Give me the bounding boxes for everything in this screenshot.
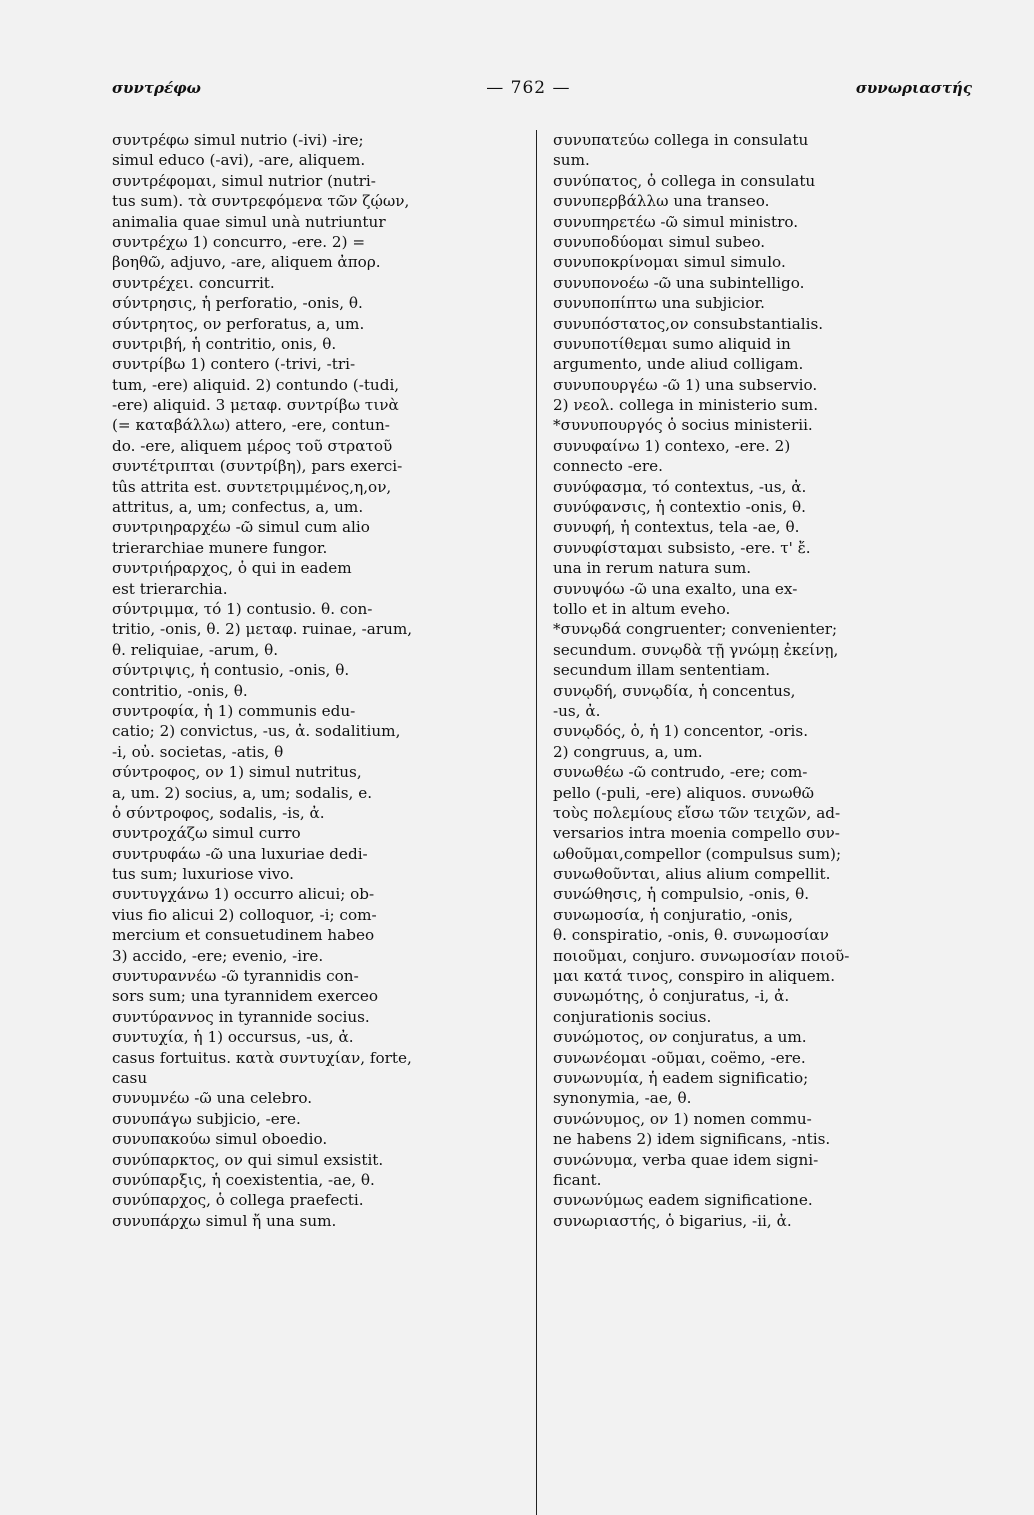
dictionary-line: τοὺς πολεμίους εἴσω τῶν τειχῶν, ad- bbox=[553, 803, 841, 822]
dictionary-line: συνῳδός, ὁ, ἡ 1) concentor, -oris. bbox=[553, 722, 809, 741]
dictionary-line: sors sum; una tyrannidem exerceo bbox=[112, 987, 378, 1006]
dictionary-line: συνυπάγω subjicio, -ere. bbox=[112, 1109, 301, 1128]
dictionary-line: συντυγχάνω 1) occurro alicui; ob- bbox=[112, 885, 375, 904]
dictionary-line: συνύφανσις, ἡ contextio -onis, θ. bbox=[553, 498, 806, 517]
dictionary-line: συνύπαρξις, ἡ coexistentia, -ae, θ. bbox=[112, 1170, 375, 1189]
dictionary-line: συνωνέομαι -οῦμαι, coëmo, -ere. bbox=[553, 1048, 806, 1067]
page-number: — 762 — bbox=[486, 78, 571, 98]
dictionary-line: attritus, a, um; confectus, a, um. bbox=[112, 498, 364, 517]
page-header bbox=[112, 78, 972, 116]
dictionary-line: tus sum). τὰ συντρεφόμενα τῶν ζῴων, bbox=[112, 192, 410, 211]
dictionary-line: θ. conspiratio, -onis, θ. συνωμοσίαν bbox=[553, 926, 829, 945]
dictionary-line: a, um. 2) socius, a, um; sodalis, e. bbox=[112, 783, 373, 802]
dictionary-line: συντυραννέω -ῶ tyrannidis con- bbox=[112, 967, 359, 986]
dictionary-line: synonymia, -ae, θ. bbox=[553, 1089, 692, 1108]
dictionary-line: συντρέχει. concurrit. bbox=[112, 273, 275, 292]
dictionary-line: secundum. συνῳδὰ τῇ γνώμῃ ἐκείνῃ, bbox=[553, 640, 839, 659]
dictionary-line: *συνυπουργός ὁ socius ministerii. bbox=[553, 416, 813, 435]
dictionary-line: συνυπατεύω collega in consulatu bbox=[553, 131, 809, 149]
dictionary-line: συνωμότης, ὁ conjuratus, -i, ἀ. bbox=[553, 987, 790, 1006]
dictionary-line: συνυπερβάλλω una transeo. bbox=[553, 192, 770, 211]
dictionary-line: *συνῳδά congruenter; convenienter; bbox=[553, 620, 838, 639]
dictionary-line: (= καταβάλλω) attero, -ere, contun- bbox=[112, 416, 390, 435]
dictionary-line: βοηθῶ, adjuvo, -are, aliquem ἀπορ. bbox=[112, 253, 381, 272]
dictionary-line: συντρέφομαι, simul nutrior (nutri- bbox=[112, 171, 376, 190]
dictionary-line: συνωνυμία, ἡ eadem significatio; bbox=[553, 1068, 809, 1087]
dictionary-line: ποιοῦμαι, conjuro. συνωμοσίαν ποιοῦ- bbox=[553, 946, 850, 965]
dictionary-line: συντριβή, ἡ contritio, onis, θ. bbox=[112, 334, 337, 353]
header-right-word: συνωριαστής bbox=[855, 79, 972, 97]
dictionary-line: ωθοῦμαι,compellor (compulsus sum); bbox=[553, 844, 842, 863]
dictionary-line: animalia quae simul unà nutriuntur bbox=[112, 212, 386, 231]
right-column bbox=[541, 130, 961, 1515]
dictionary-line: est trierarchia. bbox=[112, 579, 228, 598]
dictionary-line: σύντροφος, ον 1) simul nutritus, bbox=[112, 763, 362, 782]
dictionary-line: tûs attrita est. συντετριμμένος,η,ον, bbox=[112, 477, 392, 496]
dictionary-line: συνυφίσταμαι subsisto, -ere. τ' ἔ. bbox=[553, 538, 811, 557]
dictionary-line: tum, -ere) aliquid. 2) contundo (-tudi, bbox=[112, 375, 400, 394]
dictionary-line: pello (-puli, -ere) aliquos. συνωθῶ bbox=[553, 783, 815, 802]
dictionary-line: συνύπαρχος, ὁ collega praefecti. bbox=[112, 1191, 364, 1210]
dictionary-line: versarios intra moenia compello συν- bbox=[553, 824, 840, 843]
dictionary-line: contritio, -onis, θ. bbox=[112, 681, 248, 700]
dictionary-line: συνωθέω -ῶ contrudo, -ere; com- bbox=[553, 763, 808, 782]
dictionary-line: συνυπηρετέω -ῶ simul ministro. bbox=[553, 212, 799, 231]
dictionary-line: mercium et consuetudinem habeo bbox=[112, 926, 375, 945]
dictionary-line: σύντρητος, ον perforatus, a, um. bbox=[112, 314, 365, 333]
column-divider bbox=[536, 130, 537, 1515]
dictionary-line: -us, ἀ. bbox=[553, 701, 601, 720]
dictionary-line: συνῳδή, συνῳδία, ἡ concentus, bbox=[553, 681, 796, 700]
dictionary-line: συνυποδύομαι simul subeo. bbox=[553, 232, 766, 251]
dictionary-line: συνυπουργέω -ῶ 1) una subservio. bbox=[553, 375, 818, 394]
dictionary-line: συνυποπίπτω una subjicior. bbox=[553, 294, 765, 313]
dictionary-line: συνωριαστής, ὁ bigarius, -ii, ἀ. bbox=[553, 1211, 792, 1230]
dictionary-line: συνώμοτος, ον conjuratus, a um. bbox=[553, 1028, 807, 1047]
dictionary-line: 3) accido, -ere; evenio, -ire. bbox=[112, 946, 324, 965]
dictionary-line: secundum illam sententiam. bbox=[553, 661, 771, 680]
dictionary-line: συντύραννος in tyrannide socius. bbox=[112, 1007, 370, 1026]
dictionary-line: συνώνυμα, verba quae idem signi- bbox=[553, 1150, 819, 1169]
columns bbox=[112, 130, 982, 1515]
dictionary-line: ficant. bbox=[553, 1170, 602, 1189]
dictionary-line: συνωνύμως eadem significatione. bbox=[553, 1191, 813, 1210]
dictionary-line: casu bbox=[112, 1068, 148, 1087]
dictionary-line: ne habens 2) idem significans, -ntis. bbox=[553, 1130, 831, 1149]
dictionary-line: 2) congruus, a, um. bbox=[553, 742, 703, 761]
dictionary-line: συνωθοῦνται, alius alium compellit. bbox=[553, 865, 831, 884]
dictionary-line: συνυπακούω simul oboedio. bbox=[112, 1130, 328, 1149]
dictionary-line: θ. reliquiae, -arum, θ. bbox=[112, 640, 279, 659]
dictionary-line: συντέτριπται (συντρίβη), pars exerci- bbox=[112, 457, 403, 476]
dictionary-line: συνυφαίνω 1) contexo, -ere. 2) bbox=[553, 436, 791, 455]
dictionary-line: συνώθησις, ἡ compulsio, -onis, θ. bbox=[553, 885, 810, 904]
dictionary-line: συντροχάζω simul curro bbox=[112, 824, 301, 843]
dictionary-line: do. -ere, aliquem μέρος τοῦ στρατοῦ bbox=[112, 436, 393, 455]
dictionary-line: 2) νεολ. collega in ministerio sum. bbox=[553, 396, 819, 415]
dictionary-line: -i, οὐ. societas, -atis, θ bbox=[112, 742, 284, 761]
dictionary-line: tollo et in altum eveho. bbox=[553, 599, 731, 618]
dictionary-line: casus fortuitus. κατὰ συντυχίαν, forte, bbox=[112, 1048, 412, 1067]
dictionary-line: σύντρησις, ἡ perforatio, -onis, θ. bbox=[112, 294, 363, 313]
dictionary-line: συνωμοσία, ἡ conjuratio, -onis, bbox=[553, 905, 793, 924]
dictionary-line: συντυχία, ἡ 1) occursus, -us, ἀ. bbox=[112, 1028, 354, 1047]
dictionary-line: συντρυφάω -ῶ una luxuriae dedi- bbox=[112, 844, 368, 863]
dictionary-line: σύντριψις, ἡ contusio, -onis, θ. bbox=[112, 661, 350, 680]
dictionary-line: συνύφασμα, τό contextus, -us, ἀ. bbox=[553, 477, 807, 496]
dictionary-line: συνώνυμος, ον 1) nomen commu- bbox=[553, 1109, 812, 1128]
dictionary-line: συνυμνέω -ῶ una celebro. bbox=[112, 1089, 313, 1108]
dictionary-line: συντρέχω 1) concurro, -ere. 2) = bbox=[112, 232, 366, 251]
dictionary-line: συνυποτίθεμαι sumo aliquid in bbox=[553, 334, 791, 353]
dictionary-line: συντριήραρχος, ὁ qui in eadem bbox=[112, 559, 352, 578]
dictionary-line: tus sum; luxuriose vivo. bbox=[112, 865, 295, 884]
dictionary-line: συνυπάρχω simul ἤ una sum. bbox=[112, 1211, 337, 1230]
dictionary-line: συνύπατος, ὁ collega in consulatu bbox=[553, 171, 816, 190]
dictionary-line: catio; 2) convictus, -us, ἀ. sodalitium, bbox=[112, 722, 401, 741]
dictionary-line: σύντριμμα, τό 1) contusio. θ. con- bbox=[112, 599, 373, 618]
dictionary-line: συντροφία, ἡ 1) communis edu- bbox=[112, 701, 356, 720]
dictionary-line: συνυπόστατος,ον consubstantialis. bbox=[553, 314, 824, 333]
dictionary-line: συνυψόω -ῶ una exalto, una ex- bbox=[553, 579, 798, 598]
dictionary-line: συντρέφω simul nutrio (-ivi) -ire; bbox=[112, 131, 364, 149]
dictionary-line: argumento, unde aliud colligam. bbox=[553, 355, 804, 374]
dictionary-line: una in rerum natura sum. bbox=[553, 559, 752, 578]
dictionary-line: συντρίβω 1) contero (-trivi, -tri- bbox=[112, 355, 356, 374]
dictionary-line: συνυπονοέω -ῶ una subintelligo. bbox=[553, 273, 805, 292]
dictionary-line: tritio, -onis, θ. 2) μεταφ. ruinae, -arum, bbox=[112, 620, 413, 639]
dictionary-line: -ere) aliquid. 3 μεταφ. συντρίβω τινὰ bbox=[112, 396, 399, 415]
left-column bbox=[112, 130, 532, 1515]
dictionary-line: μαι κατά τινος, conspiro in aliquem. bbox=[553, 967, 836, 986]
dictionary-line: simul educo (-avi), -are, aliquem. bbox=[112, 151, 366, 170]
dictionary-line: trierarchiae munere fungor. bbox=[112, 538, 328, 557]
dictionary-line: συνύπαρκτος, ον qui simul exsistit. bbox=[112, 1150, 384, 1169]
dictionary-line: συνυφή, ἡ contextus, tela -ae, θ. bbox=[553, 518, 800, 537]
dictionary-line: vius fio alicui 2) colloquor, -i; com- bbox=[112, 905, 377, 924]
dictionary-line: sum. bbox=[553, 151, 590, 170]
dictionary-line: συνυποκρίνομαι simul simulo. bbox=[553, 253, 786, 272]
dictionary-line: συντριηραρχέω -ῶ simul cum alio bbox=[112, 518, 370, 537]
header-left-word: συντρέφω bbox=[112, 79, 201, 97]
dictionary-line: conjurationis socius. bbox=[553, 1007, 712, 1026]
dictionary-line: connecto -ere. bbox=[553, 457, 663, 476]
dictionary-line: ὁ σύντροφος, sodalis, -is, ἀ. bbox=[112, 803, 325, 822]
